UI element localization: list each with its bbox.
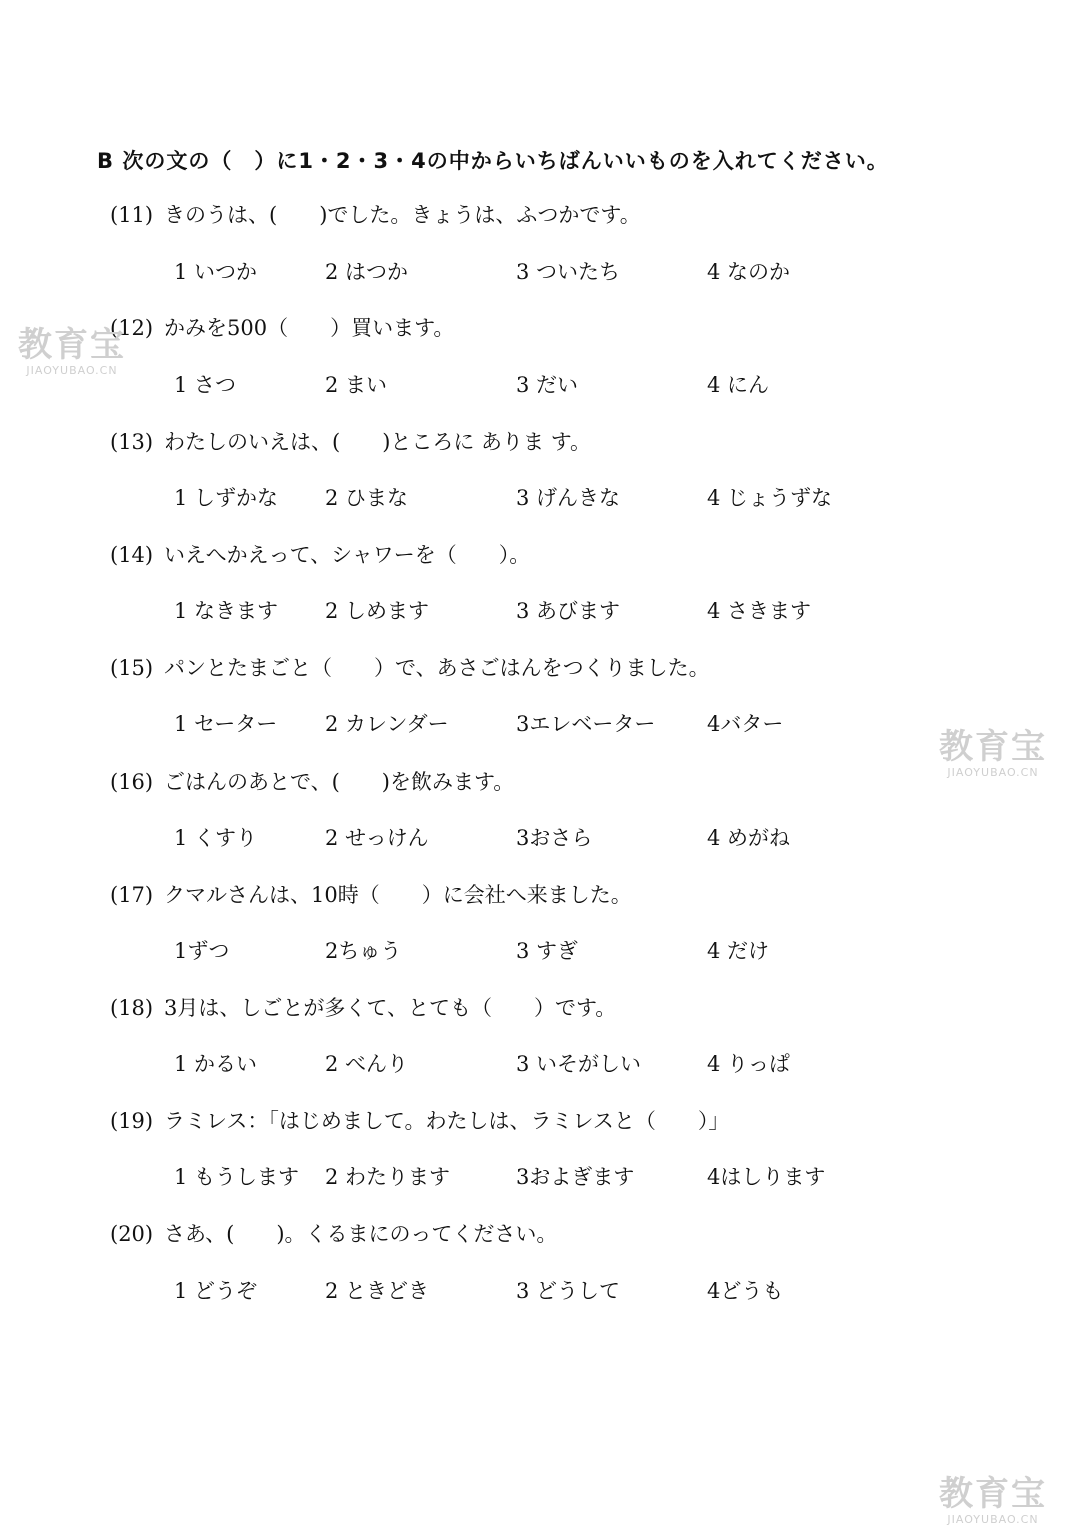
options-17 [0,936,1080,966]
option-4: 4 にん [707,373,770,397]
question-text: わたしのいえは、( )ところに ありま す。 [164,430,592,454]
option-1: 1 くすり [174,826,258,850]
question-text: いえへかえって、シャワーを（ ）。 [164,543,531,567]
question-text: パンとたまごと（ ）で、あさごはんをつくりました。 [164,656,710,680]
question-number: (14) [110,543,154,567]
watermark-text: 教育宝 [18,325,126,365]
watermark-logo [933,1475,1053,1526]
option-2: 2 しめます [325,599,430,623]
option-1: 1 いつか [174,260,258,284]
question-19 [110,1106,729,1136]
question-text: きのうは、( )でした。きょうは、ふつかです。 [164,203,641,227]
option-4: 4 なのか [707,260,791,284]
question-number: (17) [110,883,154,907]
question-11 [110,200,641,230]
options-13 [0,483,1080,513]
question-text: さあ、( )。くるまにのってください。 [164,1222,558,1246]
question-13 [110,427,591,457]
question-16 [110,767,514,797]
question-12 [110,313,454,343]
options-12 [0,370,1080,400]
option-4: 4 りっぱ [707,1052,791,1076]
question-14 [110,540,530,570]
watermark-text: 教育宝 [939,1474,1047,1514]
question-17 [110,880,632,910]
option-1: 1ずつ [174,939,230,963]
option-2: 2 べんり [325,1052,409,1076]
option-3: 3 だい [516,373,579,397]
option-4: 4 だけ [707,939,770,963]
watermark-url: JIAOYUBAO.CN [947,1513,1039,1526]
option-3: 3 あびます [516,599,621,623]
option-4: 4 めがね [707,826,791,850]
watermark-logo [12,326,132,377]
option-3: 3エレベーター [516,712,656,736]
options-16 [0,823,1080,853]
options-18 [0,1049,1080,1079]
question-15 [110,653,710,683]
option-1: 1 どうぞ [174,1279,258,1303]
question-number: (13) [110,430,154,454]
question-text: 3月は、しごとが多くて、とても（ ）です。 [164,996,617,1020]
section-heading: B 次の文の（ ）に1・2・3・4の中からいちばんいいものを入れてください。 [97,149,889,173]
question-number: (15) [110,656,154,680]
watermark-logo [933,728,1053,779]
option-2: 2 せっけん [325,826,429,850]
question-number: (18) [110,996,154,1020]
watermark-url: JIAOYUBAO.CN [26,364,118,377]
question-text: ラミレス：「はじめまして。わたしは、ラミレスと（ ）」 [164,1109,730,1133]
option-4: 4どうも [707,1279,784,1303]
question-number: (19) [110,1109,154,1133]
option-1: 1 セーター [174,712,278,736]
question-18 [110,993,616,1023]
option-2: 2 はつか [325,260,409,284]
question-text: クマルさんは、10時（ ）に会社へ来ました。 [164,883,632,907]
question-number: (12) [110,316,154,340]
option-2: 2 ときどき [325,1279,430,1303]
option-4: 4 じょうずな [707,486,833,510]
options-15 [0,709,1080,739]
watermark-text: 教育宝 [939,727,1047,767]
watermark-url: JIAOYUBAO.CN [947,766,1039,779]
question-text: ごはんのあとで、( )を飲みます。 [164,770,515,794]
option-4: 4バター [707,712,784,736]
option-1: 1 しずかな [174,486,279,510]
options-14 [0,596,1080,626]
option-3: 3およぎます [516,1165,635,1189]
question-text: かみを500（ ）買います。 [164,316,455,340]
options-19 [0,1162,1080,1192]
question-number: (11) [110,203,154,227]
option-4: 4 さきます [707,599,812,623]
option-3: 3 どうして [516,1279,621,1303]
option-1: 1 なきます [174,599,279,623]
option-3: 3 ついたち [516,260,621,284]
option-1: 1 さつ [174,373,237,397]
question-number: (16) [110,770,154,794]
question-number: (20) [110,1222,154,1246]
option-2: 2ちゅう [325,939,402,963]
option-1: 1 もうします [174,1165,300,1189]
option-3: 3 げんきな [516,486,621,510]
option-4: 4はしります [707,1165,826,1189]
option-2: 2 カレンダー [325,712,449,736]
option-1: 1 かるい [174,1052,258,1076]
options-20 [0,1276,1080,1306]
options-11 [0,257,1080,287]
option-2: 2 わたります [325,1165,451,1189]
option-3: 3 いそがしい [516,1052,642,1076]
option-3: 3おさら [516,826,593,850]
option-2: 2 ひまな [325,486,409,510]
option-2: 2 まい [325,373,388,397]
option-3: 3 すぎ [516,939,579,963]
question-20 [110,1219,557,1249]
